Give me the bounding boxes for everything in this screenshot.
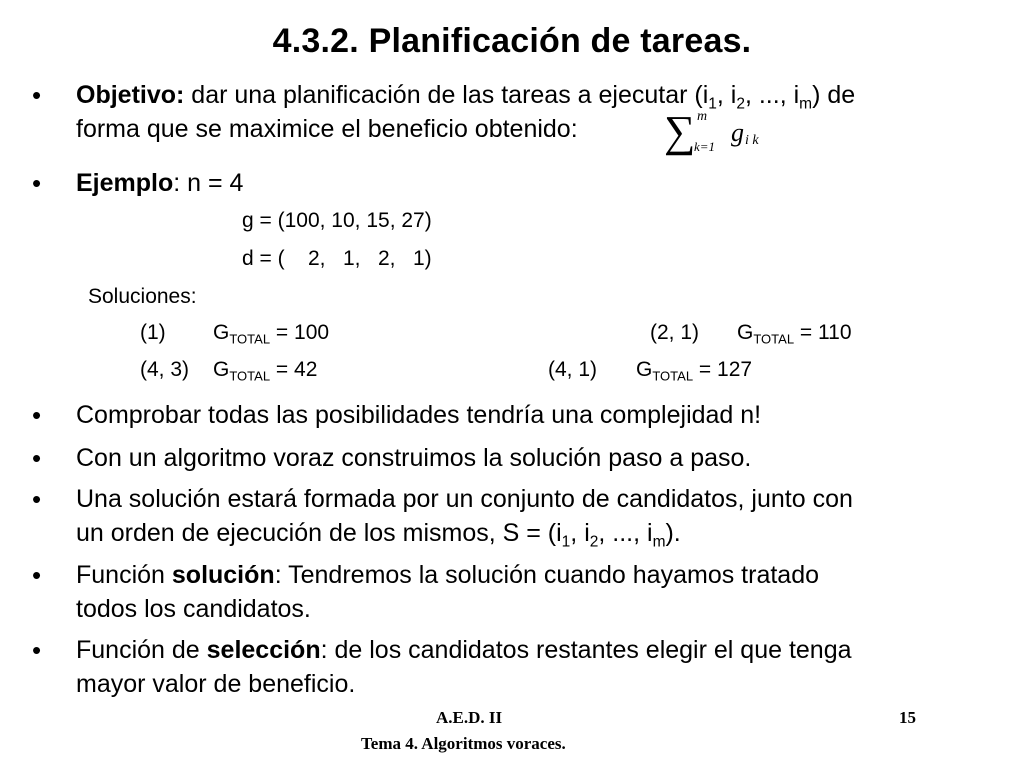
- function-keyword: solución: [171, 561, 275, 589]
- subscript: m: [799, 95, 813, 113]
- function-text: Función: [76, 561, 172, 589]
- example-rest: : n = 4: [173, 169, 244, 197]
- bullet-marker: •: [32, 635, 42, 665]
- subscript: 2: [589, 533, 599, 551]
- subscript: TOTAL: [229, 368, 271, 384]
- solution-text: ).: [665, 519, 681, 547]
- subscript: 1: [561, 533, 571, 551]
- bullet-marker: •: [32, 443, 42, 473]
- bullet-marker: •: [32, 168, 42, 198]
- solution-value: [636, 358, 752, 382]
- subscript: 2: [736, 95, 745, 113]
- example-g-vector: g = (100, 10, 15, 27): [242, 209, 432, 232]
- formula-lower-limit: k=1: [694, 139, 716, 154]
- objective-label: Objetivo:: [76, 81, 185, 109]
- bullet-selection-function-line-2: mayor valor de beneficio.: [76, 670, 356, 698]
- bullet-complexity: Comprobar todas las posibilidades tendría una complejidad n!: [76, 401, 762, 429]
- solution-g: G: [636, 358, 653, 381]
- solution-order: (2, 1): [650, 321, 700, 344]
- function-text: : Tendremos la solución cuando hayamos tratado: [274, 561, 819, 589]
- solution-g: G: [213, 358, 230, 381]
- bullet-solution-function-line-2: todos los candidatos.: [76, 595, 311, 623]
- footer-course: A.E.D. II: [436, 708, 503, 727]
- formula-term-subscript: i k: [745, 133, 759, 148]
- objective-text: ) de: [812, 81, 856, 109]
- objective-text: dar una planificación de las tareas a ejecutar (i: [184, 81, 709, 109]
- sigma-symbol: ∑: [664, 107, 696, 156]
- solution-value: [737, 321, 852, 345]
- subscript: TOTAL: [229, 331, 271, 347]
- bullet-marker: •: [32, 400, 42, 430]
- solution-text: un orden de ejecución de los mismos, S = (i: [76, 519, 562, 547]
- solution-value: [213, 358, 317, 382]
- subscript: TOTAL: [652, 368, 694, 384]
- bullet-marker: •: [32, 560, 42, 590]
- solution-order: (4, 1): [548, 358, 598, 381]
- bullet-selection-function-line-1: [76, 633, 852, 667]
- solution-text: , i: [570, 519, 590, 547]
- solution-number: = 110: [794, 321, 852, 344]
- solution-number: = 42: [270, 358, 318, 381]
- solution-value: [213, 321, 329, 345]
- solution-order: (1): [140, 321, 166, 344]
- subscript: 1: [708, 95, 717, 113]
- bullet-marker: •: [32, 484, 42, 514]
- solution-number: = 100: [270, 321, 330, 344]
- slide-title: 4.3.2. Planificación de tareas.: [272, 22, 752, 60]
- bullet-greedy: Con un algoritmo voraz construimos la solución paso a paso.: [76, 444, 752, 472]
- function-text: : de los candidatos restantes elegir el que tenga: [320, 636, 852, 664]
- function-text: Función de: [76, 636, 207, 664]
- footer-page-number: 15: [899, 708, 916, 727]
- footer-topic: Tema 4. Algoritmos voraces.: [361, 734, 566, 753]
- bullet-solution-line-2: [76, 516, 681, 550]
- bullet-solution-line-1: Una solución estará formada por un conjunto de candidatos, junto con: [76, 485, 853, 513]
- function-keyword: selección: [206, 636, 321, 664]
- formula-term: g: [731, 118, 744, 147]
- example-line: [76, 166, 243, 200]
- solution-order: (4, 3): [140, 358, 190, 381]
- bullet-marker: •: [32, 80, 42, 110]
- example-d-vector: d = ( 2, 1, 2, 1): [242, 247, 432, 270]
- solution-number: = 127: [693, 358, 753, 381]
- solution-g: G: [737, 321, 754, 344]
- solutions-label: Soluciones:: [88, 285, 197, 308]
- bullet-solution-function-line-1: [76, 558, 819, 592]
- objective-text: , i: [716, 81, 737, 109]
- objective-text: , ..., i: [744, 81, 800, 109]
- solution-text: , ..., i: [598, 519, 653, 547]
- subscript: m: [652, 533, 666, 551]
- objective-line-2: forma que se maximice el beneficio obtenido:: [76, 115, 578, 143]
- solution-g: G: [213, 321, 230, 344]
- objective-line-1: [76, 78, 855, 112]
- example-label: Ejemplo: [76, 169, 174, 197]
- formula-upper-limit: m: [697, 109, 708, 124]
- subscript: TOTAL: [753, 331, 795, 347]
